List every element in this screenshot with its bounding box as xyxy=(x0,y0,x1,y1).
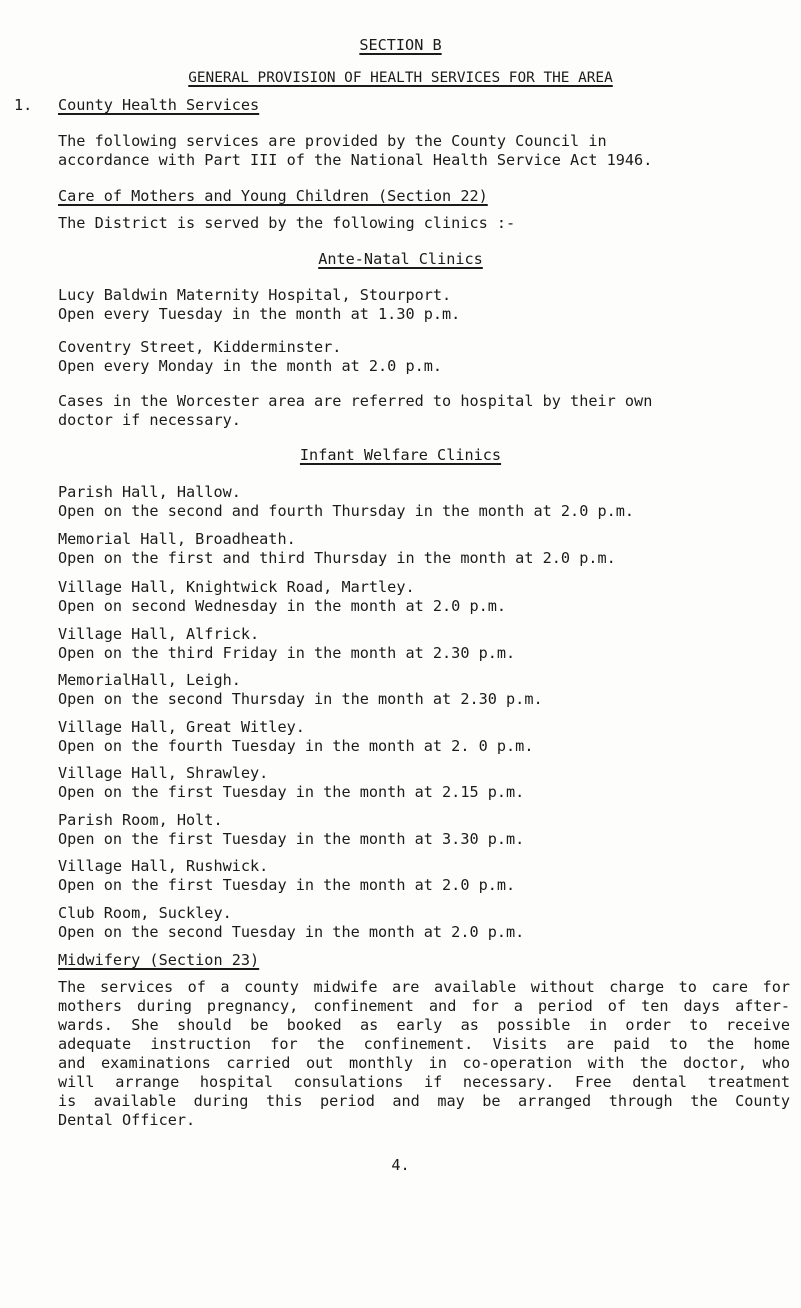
midwifery-line: will arrange hospital consulations if necessary. Free dental treatment xyxy=(58,1073,790,1091)
midwifery-heading: Midwifery (Section 23) xyxy=(58,951,260,969)
midwifery-line: Dental Officer. xyxy=(58,1111,196,1129)
infant-clinic xyxy=(58,904,800,942)
intro-paragraph xyxy=(58,132,800,170)
intro-line: accordance with Part III of the National Health Service Act 1946. xyxy=(58,151,653,169)
infant-heading: Infant Welfare Clinics xyxy=(299,446,502,464)
clinic-place: Village Hall, Rushwick. xyxy=(58,857,269,875)
clinic-place: Parish Hall, Hallow. xyxy=(58,483,241,501)
county-heading: County Health Services xyxy=(58,96,260,114)
care-heading: Care of Mothers and Young Children (Section 22) xyxy=(58,187,488,205)
worcester-line: Cases in the Worcester area are referred to hospital by their own xyxy=(58,392,653,410)
infant-clinic xyxy=(58,483,800,521)
worcester-line: doctor if necessary. xyxy=(58,411,241,429)
clinic-place: Village Hall, Shrawley. xyxy=(58,764,269,782)
page-number: 4. xyxy=(391,1156,410,1174)
clinic-place: Village Hall, Great Witley. xyxy=(58,718,305,736)
clinic-place: Memorial Hall, Broadheath. xyxy=(58,530,296,548)
clinic-time: Open on the second Thursday in the month at 2.30 p.m. xyxy=(58,690,543,708)
section-title: SECTION B xyxy=(359,36,442,54)
worcester-paragraph xyxy=(58,392,800,430)
infant-clinic xyxy=(58,764,800,802)
district-line: The District is served by the following clinics :- xyxy=(58,214,516,232)
antenatal-heading: Ante-Natal Clinics xyxy=(318,250,483,268)
clinic-time: Open every Tuesday in the month at 1.30 p.m. xyxy=(58,305,461,323)
clinic-time: Open on the third Friday in the month at 2.30 p.m. xyxy=(58,644,516,662)
main-heading: GENERAL PROVISION OF HEALTH SERVICES FOR THE AREA xyxy=(188,70,613,86)
clinic-time: Open on the first Tuesday in the month at 2.0 p.m. xyxy=(58,876,516,894)
midwifery-line: wards. She should be booked as early as possible in order to receive xyxy=(58,1016,790,1034)
clinic-time: Open on the fourth Tuesday in the month at 2. 0 p.m. xyxy=(58,737,534,755)
midwifery-line: is available during this period and may be arranged through the County xyxy=(58,1092,790,1110)
clinic-place: Club Room, Suckley. xyxy=(58,904,232,922)
infant-clinic xyxy=(58,671,800,709)
antenatal-clinic xyxy=(58,338,800,376)
midwifery-paragraph xyxy=(58,978,790,1130)
clinic-time: Open on the first Tuesday in the month at 3.30 p.m. xyxy=(58,830,525,848)
intro-line: The following services are provided by the County Council in xyxy=(58,132,607,150)
clinic-place: Village Hall, Knightwick Road, Martley. xyxy=(58,578,415,596)
infant-clinic xyxy=(58,625,800,663)
item-number: 1. xyxy=(14,96,33,114)
clinic-time: Open on the first and third Thursday in the month at 2.0 p.m. xyxy=(58,549,616,567)
midwifery-line: adequate instruction for the confinement. Visits are paid to the home xyxy=(58,1035,790,1053)
infant-clinic xyxy=(58,578,800,616)
clinic-place: MemorialHall, Leigh. xyxy=(58,671,241,689)
clinic-time: Open on the second Tuesday in the month at 2.0 p.m. xyxy=(58,923,525,941)
infant-clinic xyxy=(58,718,800,756)
antenatal-clinic xyxy=(58,286,800,324)
clinic-time: Open on second Wednesday in the month at 2.0 p.m. xyxy=(58,597,507,615)
midwifery-line: mothers during pregnancy, confinement and for a period of ten days after- xyxy=(58,997,790,1015)
infant-clinic xyxy=(58,857,800,895)
infant-clinic xyxy=(58,530,800,568)
clinic-time: Open on the second and fourth Thursday in the month at 2.0 p.m. xyxy=(58,502,635,520)
midwifery-line: The services of a county midwife are available without charge to care for xyxy=(58,978,790,996)
clinic-time: Open on the first Tuesday in the month at 2.15 p.m. xyxy=(58,783,525,801)
clinic-place: Parish Room, Holt. xyxy=(58,811,223,829)
clinic-place: Village Hall, Alfrick. xyxy=(58,625,260,643)
clinic-time: Open every Monday in the month at 2.0 p.m. xyxy=(58,357,443,375)
infant-clinic xyxy=(58,811,800,849)
clinic-place: Coventry Street, Kidderminster. xyxy=(58,338,342,356)
midwifery-line: and examinations carried out monthly in co-operation with the doctor, who xyxy=(58,1054,790,1072)
clinic-place: Lucy Baldwin Maternity Hospital, Stourport. xyxy=(58,286,452,304)
